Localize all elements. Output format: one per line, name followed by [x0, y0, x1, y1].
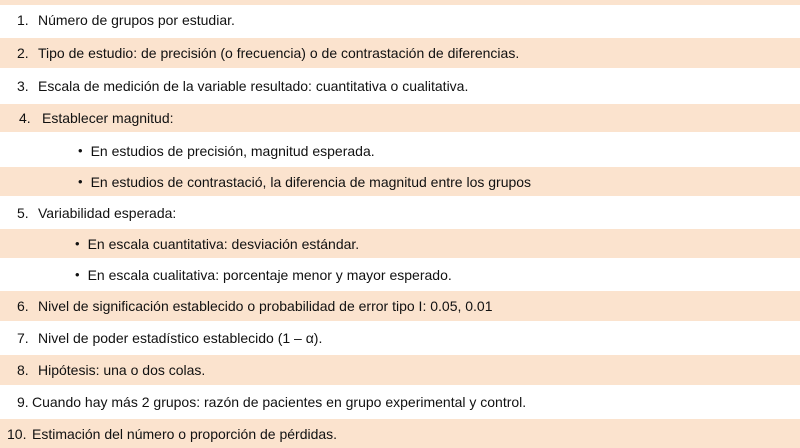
- table-row: [0, 419, 800, 448]
- item-number: 10.: [7, 425, 27, 442]
- item-text: En escala cualitativa: porcentaje menor y mayor esperado.: [87, 266, 452, 283]
- table-row: [0, 229, 800, 258]
- item-number: 8.: [17, 362, 29, 378]
- table-row: [0, 167, 800, 196]
- table-row: [0, 38, 800, 68]
- item-number: 5.: [17, 205, 29, 221]
- table-row: [0, 104, 800, 132]
- table-row: [0, 136, 800, 165]
- table-row: [0, 323, 800, 353]
- bullet-icon: •: [78, 174, 83, 189]
- item-text: Estimación del número o proporción de pérdidas.: [32, 425, 338, 442]
- table-row: [0, 387, 800, 417]
- item-number: 2.: [17, 45, 29, 61]
- item-text: Nivel de significación establecido o probabilidad de error tipo I: 0.05, 0.01: [38, 298, 493, 314]
- item-text: En estudios de contrastació, la diferencia de magnitud entre los grupos: [90, 173, 532, 190]
- item-text: En estudios de precisión, magnitud esperada.: [90, 142, 375, 159]
- item-text: Nivel de poder estadístico establecido (1 – α).: [38, 330, 323, 346]
- item-text: Número de grupos por estudiar.: [38, 12, 235, 28]
- table-row: [0, 198, 800, 228]
- bullet-icon: •: [78, 143, 83, 158]
- item-number: 3.: [17, 78, 29, 94]
- bullet-icon: •: [75, 267, 80, 282]
- table-row: [0, 355, 800, 385]
- item-number: 7.: [17, 330, 29, 346]
- item-text: Escala de medición de la variable resultado: cuantitativa o cualitativa.: [38, 78, 469, 94]
- item-text: En escala cuantitativa: desviación estándar.: [87, 235, 360, 252]
- table-row: [0, 71, 800, 101]
- table-row: [0, 260, 800, 289]
- bullet-icon: •: [75, 236, 80, 251]
- item-text: Hipótesis: una o dos colas.: [38, 362, 206, 378]
- item-text: Tipo de estudio: de precisión (o frecuencia) o de contrastación de diferencias.: [38, 45, 520, 61]
- item-number: 9.: [17, 394, 29, 410]
- item-number: 4.: [19, 110, 31, 126]
- item-text: Establecer magnitud:: [42, 110, 174, 126]
- table-row: [0, 5, 800, 35]
- table-row: [0, 291, 800, 321]
- item-text: Variabilidad esperada:: [38, 205, 177, 221]
- item-number: 6.: [17, 298, 29, 314]
- item-text: Cuando hay más 2 grupos: razón de pacientes en grupo experimental y control.: [32, 394, 527, 410]
- item-number: 1.: [17, 12, 29, 28]
